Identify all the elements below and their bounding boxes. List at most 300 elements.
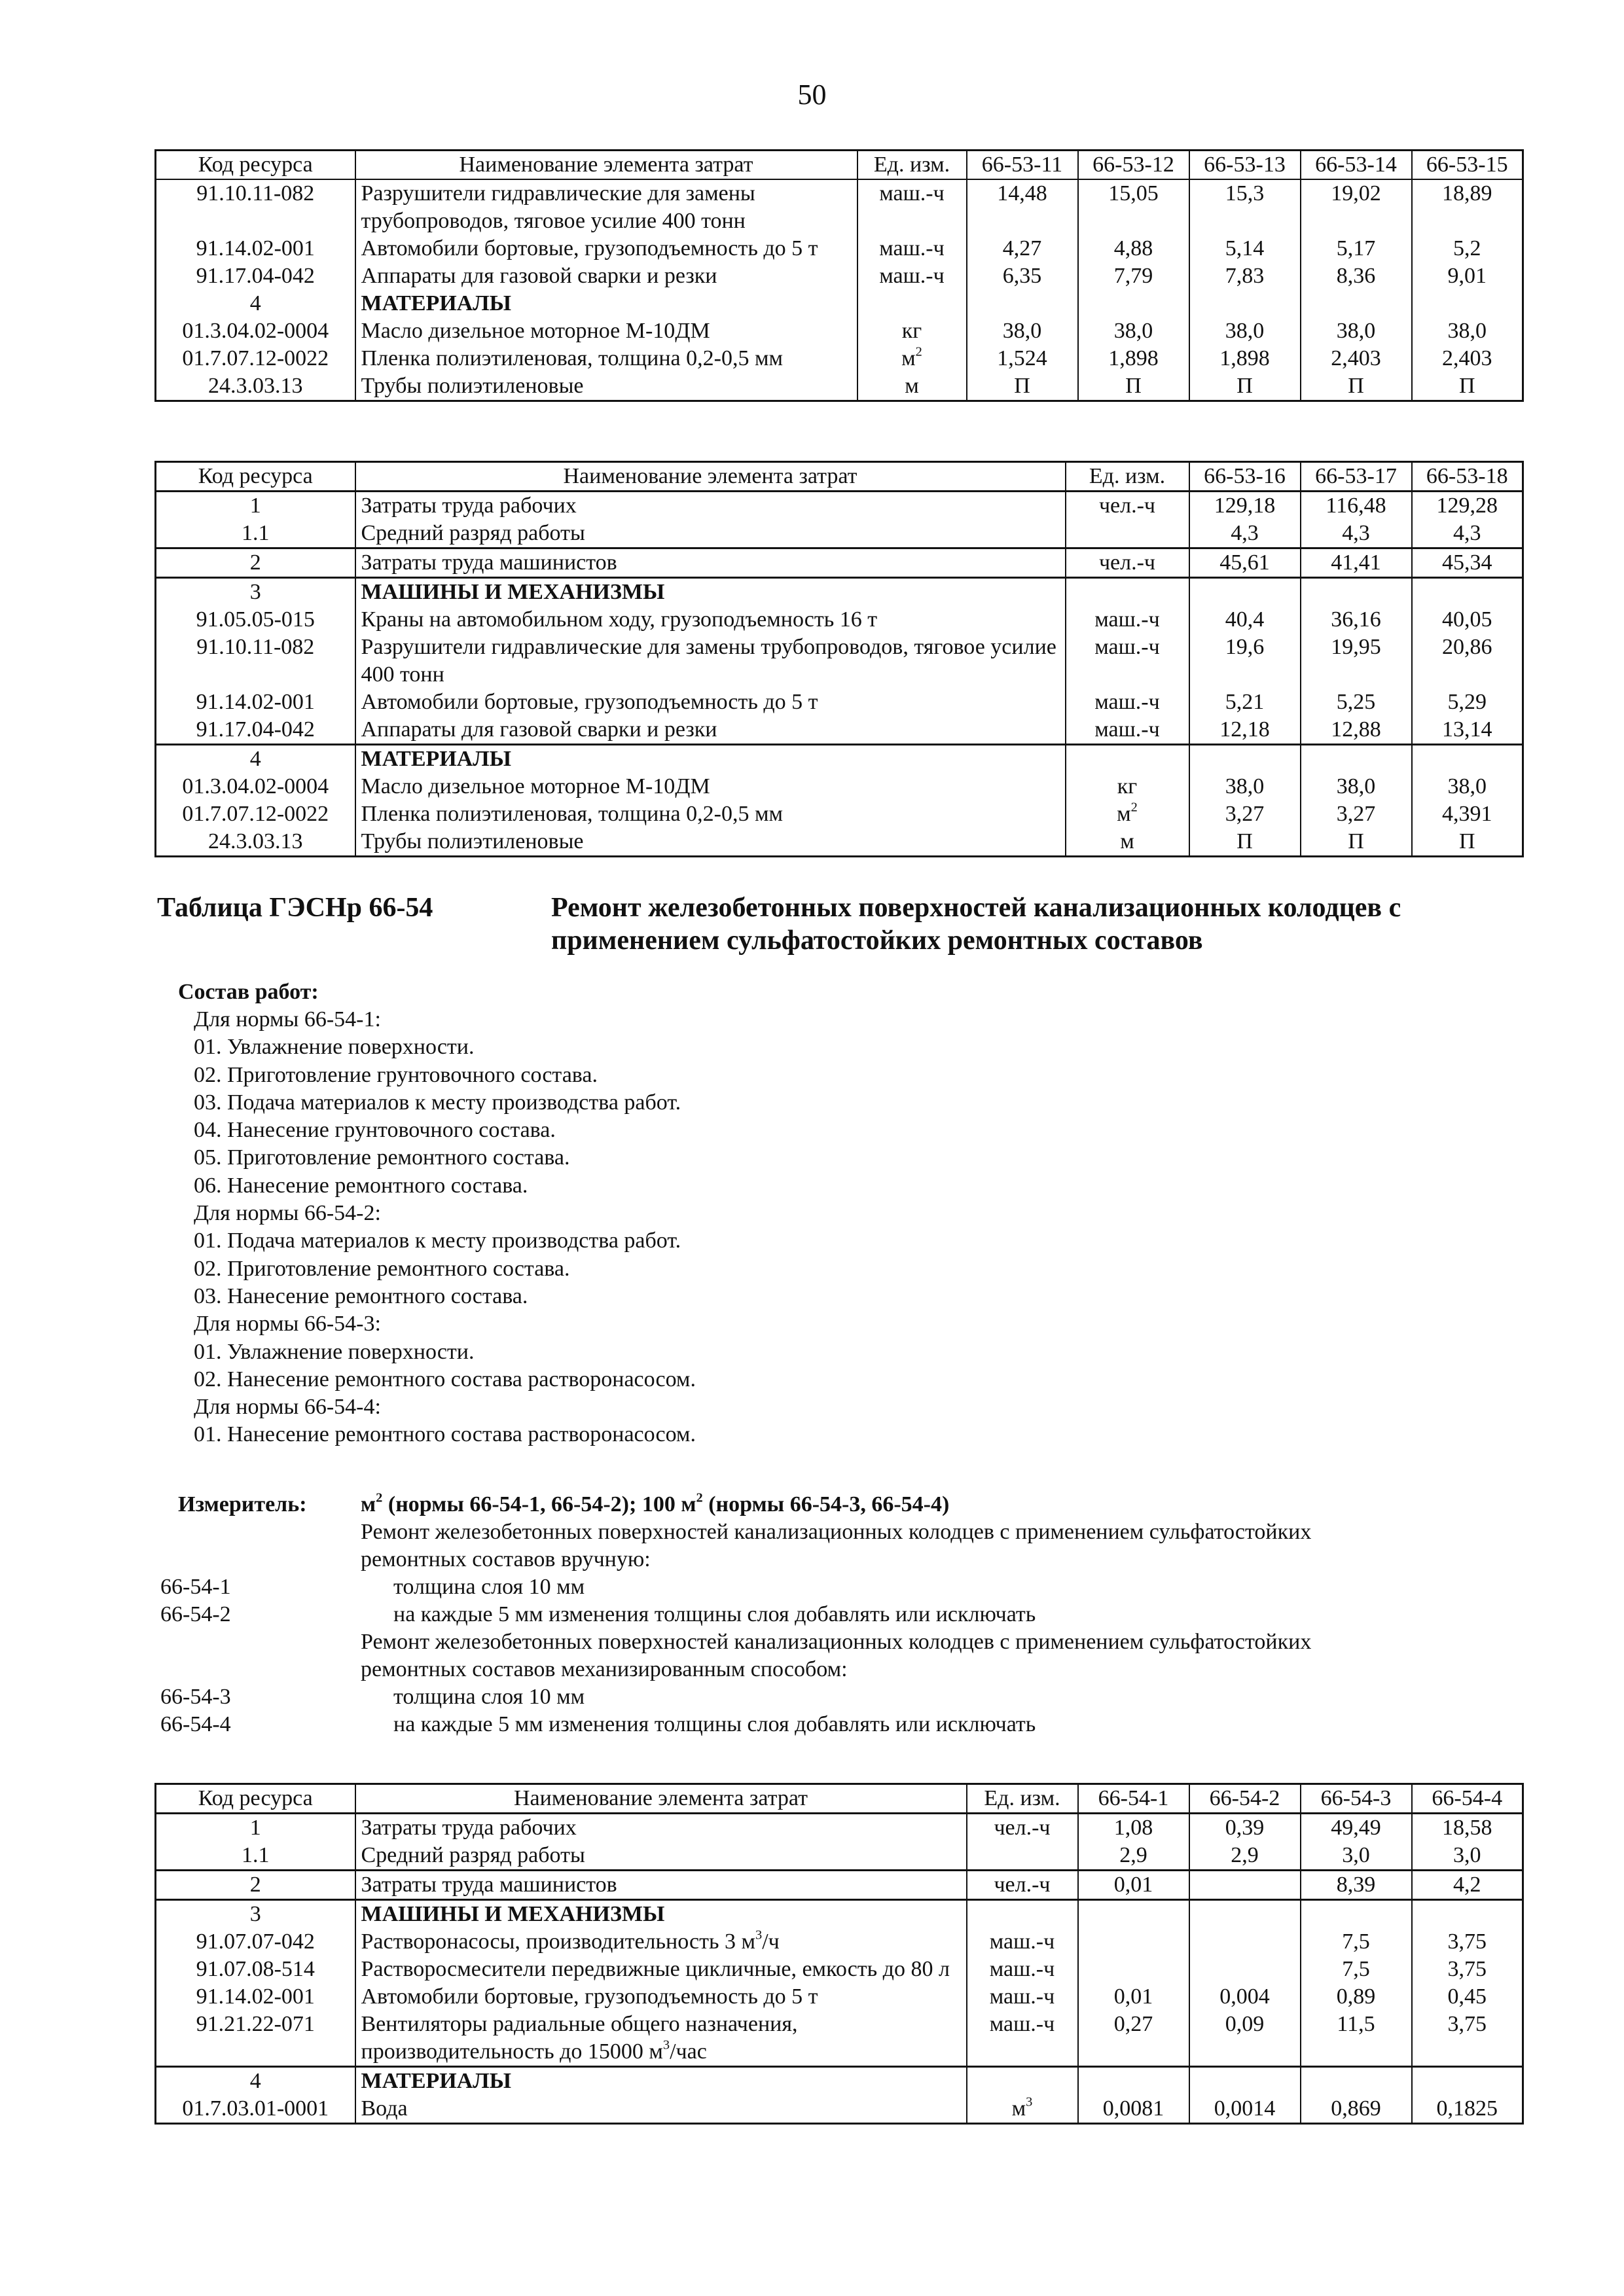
- resource-name: [355, 1814, 967, 1842]
- resource-name-tail: /ч: [762, 1929, 780, 1954]
- resource-code: 4: [156, 290, 355, 317]
- column-header: 66-53-15: [1412, 151, 1523, 180]
- unit-cell: [1066, 578, 1189, 607]
- unit-text: маш.-ч: [879, 181, 945, 206]
- resource-name: [355, 2067, 967, 2096]
- resource-name-text: Масло дизельное моторное М-10ДМ: [361, 319, 710, 343]
- resource-code: 1: [156, 492, 355, 520]
- superscript: 2: [915, 344, 922, 359]
- value-cell: [1189, 2067, 1301, 2096]
- work-step: 03. Нанесение ремонтного состава.: [194, 1283, 528, 1308]
- resource-name-text: МАШИНЫ И МЕХАНИЗМЫ: [361, 1902, 665, 1926]
- resource-code: 01.3.04.02-0004: [156, 773, 355, 800]
- unit-cell: [857, 235, 967, 262]
- value-cell: [1412, 2067, 1523, 2096]
- value-cell: 19,02: [1301, 179, 1412, 235]
- table-row: [156, 235, 1523, 262]
- measure-block: [0, 1518, 1624, 1738]
- value-cell: [1078, 2067, 1189, 2096]
- column-header: Код ресурса: [156, 462, 355, 492]
- value-cell: 18,58: [1412, 1814, 1523, 1842]
- resource-name-text: Разрушители гидравлические для замены трубопроводов, тяговое усилие 400 тонн: [361, 635, 1056, 687]
- value-cell: 3,0: [1412, 1842, 1523, 1871]
- resource-name: [355, 262, 857, 290]
- resource-name-text: Вода: [361, 2096, 408, 2121]
- value-cell: 2,9: [1189, 1842, 1301, 1871]
- value-cell: 38,0: [1301, 773, 1412, 800]
- resource-name-text: МАШИНЫ И МЕХАНИЗМЫ: [361, 580, 665, 604]
- value-cell: 129,28: [1412, 492, 1523, 520]
- resource-name-text: Растворосмесители передвижные цикличные, емкость до 80 л: [361, 1957, 950, 1981]
- resource-name-text: Затраты труда машинистов: [361, 550, 617, 575]
- unit-cell: [967, 1842, 1078, 1871]
- table-row: [156, 828, 1523, 857]
- norm-code: 66-54-4: [160, 1712, 231, 1736]
- table-row: [156, 345, 1523, 372]
- value-cell: 7,83: [1189, 262, 1301, 290]
- superscript: 3: [662, 2037, 670, 2053]
- value-cell: 0,0014: [1189, 2095, 1301, 2124]
- unit-cell: [1066, 745, 1189, 774]
- value-cell: [1412, 1900, 1523, 1929]
- value-cell: 49,49: [1301, 1814, 1412, 1842]
- resource-code: 2: [156, 548, 355, 578]
- value-cell: 1,08: [1078, 1814, 1189, 1842]
- unit-text: м: [901, 346, 916, 370]
- value-cell: 38,0: [1189, 773, 1301, 800]
- value-cell: 0,1825: [1412, 2095, 1523, 2124]
- resource-name: [355, 345, 857, 372]
- resource-code: 91.05.05-015: [156, 606, 355, 634]
- resource-name: [355, 2095, 967, 2124]
- value-cell: 15,3: [1189, 179, 1301, 235]
- value-cell: П: [1301, 828, 1412, 857]
- value-cell: 40,4: [1189, 606, 1301, 634]
- value-cell: 5,17: [1301, 235, 1412, 262]
- resource-name-text: Разрушители гидравлические для замены трубопроводов, тяговое усилие 400 тонн: [361, 181, 755, 233]
- resource-code: 91.07.07-042: [156, 1928, 355, 1956]
- composition-title: Состав работ:: [178, 980, 319, 1004]
- value-cell: [1301, 745, 1412, 774]
- table-row: [156, 1814, 1523, 1842]
- table-title-line-1: Ремонт железобетонных поверхностей канализационных колодцев с: [551, 893, 1401, 923]
- resource-name: [355, 773, 1066, 800]
- unit-text: маш.-ч: [879, 264, 945, 288]
- value-cell: П: [1078, 372, 1189, 401]
- section-row: [156, 578, 1523, 607]
- resource-name: [355, 520, 1066, 548]
- work-step: 02. Нанесение ремонтного состава растворонасосом.: [194, 1367, 696, 1391]
- resource-name: [355, 2011, 967, 2067]
- unit-text: м: [1120, 829, 1134, 853]
- value-cell: 6,35: [967, 262, 1078, 290]
- value-cell: 4,3: [1412, 520, 1523, 548]
- value-cell: 12,18: [1189, 716, 1301, 745]
- unit-text: чел.-ч: [1098, 493, 1156, 518]
- value-cell: 38,0: [967, 317, 1078, 345]
- resource-name: [355, 492, 1066, 520]
- value-cell: 38,0: [1301, 317, 1412, 345]
- unit-text: маш.-ч: [989, 2012, 1055, 2036]
- unit-cell: [967, 2095, 1078, 2124]
- section-row: [156, 745, 1523, 774]
- value-cell: 3,27: [1301, 800, 1412, 828]
- resource-name: [355, 634, 1066, 689]
- norm-code: 66-54-1: [160, 1575, 231, 1599]
- resource-name: [355, 317, 857, 345]
- work-step: 02. Приготовление грунтовочного состава.: [194, 1062, 598, 1087]
- value-cell: 38,0: [1412, 317, 1523, 345]
- value-cell: 129,18: [1189, 492, 1301, 520]
- resource-name: [355, 548, 1066, 578]
- value-cell: 7,5: [1301, 1956, 1412, 1983]
- value-cell: 0,89: [1301, 1983, 1412, 2011]
- work-step: 04. Нанесение грунтовочного состава.: [194, 1118, 556, 1143]
- resource-name-text: Аппараты для газовой сварки и резки: [361, 264, 717, 288]
- unit-cell: [857, 290, 967, 317]
- unit-text: чел.-ч: [994, 1873, 1051, 1897]
- section-row: [156, 2067, 1523, 2096]
- unit-text: кг: [1117, 774, 1138, 798]
- value-cell: 38,0: [1189, 317, 1301, 345]
- value-cell: 0,0081: [1078, 2095, 1189, 2124]
- unit-cell: [857, 372, 967, 401]
- value-cell: [1189, 1900, 1301, 1929]
- value-cell: 15,05: [1078, 179, 1189, 235]
- value-cell: 5,21: [1189, 689, 1301, 716]
- resource-name-text: Пленка полиэтиленовая, толщина 0,2-0,5 мм: [361, 802, 783, 826]
- norm-subheading: Для нормы 66-54-1:: [194, 1007, 381, 1031]
- unit-cell: [857, 262, 967, 290]
- measure-label: Измеритель:: [178, 1492, 307, 1516]
- value-cell: [1301, 1900, 1412, 1929]
- value-cell: 7,79: [1078, 262, 1189, 290]
- value-cell: 5,2: [1412, 235, 1523, 262]
- unit-cell: [1066, 828, 1189, 857]
- value-cell: [1301, 2067, 1412, 2096]
- resource-name-text: Автомобили бортовые, грузоподъемность до 5 т: [361, 690, 818, 714]
- superscript: 3: [1026, 2094, 1033, 2109]
- unit-cell: [967, 1871, 1078, 1900]
- resource-name: [355, 290, 857, 317]
- value-cell: 40,05: [1412, 606, 1523, 634]
- column-header: 66-54-2: [1189, 1784, 1301, 1814]
- resource-table-66-53-16-18: [154, 461, 1524, 857]
- resource-name-text: Аппараты для газовой сварки и резки: [361, 717, 717, 742]
- work-step: 03. Подача материалов к месту производства работ.: [194, 1090, 681, 1115]
- value-cell: 4,27: [967, 235, 1078, 262]
- measure-desc-mech-cont: ремонтных составов механизированным способом:: [361, 1657, 848, 1681]
- work-step: 01. Увлажнение поверхности.: [194, 1035, 475, 1060]
- column-header: 66-53-18: [1412, 462, 1523, 492]
- table-row: [156, 606, 1523, 634]
- unit-text: маш.-ч: [989, 1929, 1055, 1954]
- value-cell: [967, 290, 1078, 317]
- resource-code: 4: [156, 745, 355, 774]
- value-cell: 7,5: [1301, 1928, 1412, 1956]
- value-cell: 0,869: [1301, 2095, 1412, 2124]
- resource-name: [355, 1871, 967, 1900]
- value-cell: П: [967, 372, 1078, 401]
- page-number: 50: [797, 79, 827, 111]
- unit-cell: [967, 1900, 1078, 1929]
- norm-item: толщина слоя 10 мм: [393, 1575, 585, 1599]
- value-cell: [1412, 290, 1523, 317]
- value-cell: [1189, 290, 1301, 317]
- value-cell: 36,16: [1301, 606, 1412, 634]
- unit-text: чел.-ч: [994, 1816, 1051, 1840]
- resource-name: [355, 689, 1066, 716]
- resource-code: 91.10.11-082: [156, 179, 355, 235]
- work-step: 02. Приготовление ремонтного состава.: [194, 1256, 570, 1281]
- resource-name: [355, 179, 857, 235]
- value-cell: 19,6: [1189, 634, 1301, 689]
- resource-name: [355, 828, 1066, 857]
- value-cell: 11,5: [1301, 2011, 1412, 2067]
- value-cell: П: [1412, 828, 1523, 857]
- table-header-row: [156, 1784, 1523, 1814]
- resource-code: 2: [156, 1871, 355, 1900]
- resource-name-text: Масло дизельное моторное М-10ДМ: [361, 774, 710, 798]
- resource-name-text: МАТЕРИАЛЫ: [361, 2069, 511, 2093]
- table-row: [156, 372, 1523, 401]
- composition-list: [194, 1006, 696, 1449]
- resource-code: 3: [156, 1900, 355, 1929]
- unit-cell: [857, 345, 967, 372]
- column-header: 66-53-12: [1078, 151, 1189, 180]
- resource-name-text: Краны на автомобильном ходу, грузоподъемность 16 т: [361, 607, 878, 632]
- table-row: [156, 716, 1523, 745]
- value-cell: 0,01: [1078, 1983, 1189, 2011]
- value-cell: 3,75: [1412, 1928, 1523, 1956]
- unit-cell: [1066, 800, 1189, 828]
- value-cell: 2,403: [1412, 345, 1523, 372]
- value-cell: 116,48: [1301, 492, 1412, 520]
- value-cell: 4,2: [1412, 1871, 1523, 1900]
- measure-desc-manual-cont: ремонтных составов вручную:: [361, 1547, 651, 1571]
- norm-subheading: Для нормы 66-54-4:: [194, 1395, 381, 1420]
- value-cell: [1189, 745, 1301, 774]
- table-row: [156, 1956, 1523, 1983]
- value-cell: 14,48: [967, 179, 1078, 235]
- resource-code: 3: [156, 578, 355, 607]
- resource-name-text: Трубы полиэтиленовые: [361, 374, 584, 398]
- resource-name-text: Затраты труда рабочих: [361, 1816, 577, 1840]
- value-cell: 0,09: [1189, 2011, 1301, 2067]
- superscript: 3: [755, 1928, 763, 1943]
- table-row: [156, 2011, 1523, 2067]
- unit-text: м: [1011, 2096, 1026, 2121]
- value-cell: 5,14: [1189, 235, 1301, 262]
- resource-name-tail: /час: [670, 2039, 707, 2064]
- work-step: 05. Приготовление ремонтного состава.: [194, 1145, 570, 1170]
- resource-name: [355, 1928, 967, 1956]
- resource-name-text: МАТЕРИАЛЫ: [361, 747, 511, 771]
- resource-code: 24.3.03.13: [156, 372, 355, 401]
- column-header: 66-54-4: [1412, 1784, 1523, 1814]
- value-cell: 18,89: [1412, 179, 1523, 235]
- column-header: Ед. изм.: [857, 151, 967, 180]
- resource-name: [355, 1956, 967, 1983]
- value-cell: [1189, 1956, 1301, 1983]
- resource-code: 24.3.03.13: [156, 828, 355, 857]
- value-cell: 1,898: [1189, 345, 1301, 372]
- resource-code: 91.21.22-071: [156, 2011, 355, 2067]
- value-cell: 0,39: [1189, 1814, 1301, 1842]
- value-cell: [1189, 1871, 1301, 1900]
- value-cell: 3,75: [1412, 1956, 1523, 1983]
- unit-cell: [967, 2067, 1078, 2096]
- column-header: Код ресурса: [156, 1784, 355, 1814]
- value-cell: [1078, 1956, 1189, 1983]
- unit-text: маш.-ч: [1094, 607, 1160, 632]
- resource-code: 01.7.07.12-0022: [156, 800, 355, 828]
- resource-name-text: Автомобили бортовые, грузоподъемность до 5 т: [361, 1984, 818, 2009]
- value-cell: [1189, 578, 1301, 607]
- column-header: Ед. изм.: [1066, 462, 1189, 492]
- unit-cell: [857, 179, 967, 235]
- value-cell: 2,9: [1078, 1842, 1189, 1871]
- value-cell: [1078, 1900, 1189, 1929]
- resource-code: 1.1: [156, 1842, 355, 1871]
- value-cell: 0,45: [1412, 1983, 1523, 2011]
- value-cell: 3,75: [1412, 2011, 1523, 2067]
- resource-name: [355, 606, 1066, 634]
- value-cell: 1,524: [967, 345, 1078, 372]
- table-row: [156, 634, 1523, 689]
- column-header: Наименование элемента затрат: [355, 151, 857, 180]
- table-row: [156, 492, 1523, 520]
- value-cell: 1,898: [1078, 345, 1189, 372]
- resource-name-text: Средний разряд работы: [361, 1843, 585, 1867]
- value-cell: 2,403: [1301, 345, 1412, 372]
- resource-name-text: Вентиляторы радиальные общего назначения, производительность до 15000 м: [361, 2012, 798, 2064]
- column-header: Наименование элемента затрат: [355, 1784, 967, 1814]
- table-row: [156, 1928, 1523, 1956]
- resource-name: [355, 372, 857, 401]
- table-row: [156, 1871, 1523, 1900]
- value-cell: П: [1412, 372, 1523, 401]
- resource-name: [355, 1983, 967, 2011]
- unit-text: маш.-ч: [989, 1984, 1055, 2009]
- value-cell: 4,391: [1412, 800, 1523, 828]
- unit-text: маш.-ч: [1094, 690, 1160, 714]
- table-row: [156, 179, 1523, 235]
- resource-code: 01.7.07.12-0022: [156, 345, 355, 372]
- table-row: [156, 548, 1523, 578]
- value-cell: 5,29: [1412, 689, 1523, 716]
- value-cell: 4,3: [1301, 520, 1412, 548]
- value-cell: 5,25: [1301, 689, 1412, 716]
- value-cell: 0,004: [1189, 1983, 1301, 2011]
- value-cell: 3,0: [1301, 1842, 1412, 1871]
- unit-cell: [967, 2011, 1078, 2067]
- table-row: [156, 1983, 1523, 2011]
- value-cell: П: [1189, 828, 1301, 857]
- unit-cell: [857, 317, 967, 345]
- resource-code: 91.14.02-001: [156, 235, 355, 262]
- column-header: 66-54-1: [1078, 1784, 1189, 1814]
- column-header: 66-54-3: [1301, 1784, 1412, 1814]
- resource-name-text: Затраты труда рабочих: [361, 493, 577, 518]
- table-header-row: [156, 462, 1523, 492]
- norm-code: 66-54-3: [160, 1685, 231, 1709]
- unit-cell: [967, 1983, 1078, 2011]
- table-header-row: [156, 151, 1523, 180]
- value-cell: [1412, 578, 1523, 607]
- unit-cell: [967, 1956, 1078, 1983]
- value-cell: 8,39: [1301, 1871, 1412, 1900]
- unit-text: кг: [901, 319, 922, 343]
- resource-name-text: Автомобили бортовые, грузоподъемность до 5 т: [361, 236, 818, 260]
- unit-cell: [1066, 689, 1189, 716]
- unit-text: маш.-ч: [1094, 717, 1160, 742]
- column-header: 66-53-13: [1189, 151, 1301, 180]
- resource-name-text: Затраты труда машинистов: [361, 1873, 617, 1897]
- unit-text: маш.-ч: [879, 236, 945, 260]
- section-row: [156, 290, 1523, 317]
- resource-code: 91.14.02-001: [156, 689, 355, 716]
- value-cell: 45,61: [1189, 548, 1301, 578]
- column-header: 66-53-17: [1301, 462, 1412, 492]
- value-cell: 3,27: [1189, 800, 1301, 828]
- measure-desc-mech: Ремонт железобетонных поверхностей канализационных колодцев с применением сульфатостойких: [361, 1630, 1312, 1654]
- table-row: [156, 800, 1523, 828]
- value-cell: 8,36: [1301, 262, 1412, 290]
- column-header: Наименование элемента затрат: [355, 462, 1066, 492]
- unit-cell: [1066, 716, 1189, 745]
- resource-code: 01.3.04.02-0004: [156, 317, 355, 345]
- resource-name: [355, 745, 1066, 774]
- table-row: [156, 773, 1523, 800]
- norm-item: на каждые 5 мм изменения толщины слоя добавлять или исключать: [393, 1602, 1036, 1626]
- norm-code: 66-54-2: [160, 1602, 231, 1626]
- resource-table-66-54: [154, 1783, 1524, 2125]
- table-row: [156, 1842, 1523, 1871]
- value-cell: 0,01: [1078, 1871, 1189, 1900]
- value-cell: 20,86: [1412, 634, 1523, 689]
- unit-text: м: [1117, 802, 1131, 826]
- measure-desc-manual: Ремонт железобетонных поверхностей канализационных колодцев с применением сульфатостойких: [361, 1520, 1312, 1544]
- value-cell: [1301, 290, 1412, 317]
- table-row: [156, 520, 1523, 548]
- work-step: 01. Увлажнение поверхности.: [194, 1339, 475, 1364]
- value-cell: [1078, 1928, 1189, 1956]
- work-step: 01. Подача материалов к месту производства работ.: [194, 1229, 681, 1253]
- unit-cell: [1066, 520, 1189, 548]
- value-cell: 4,3: [1189, 520, 1301, 548]
- value-cell: 38,0: [1412, 773, 1523, 800]
- value-cell: 19,95: [1301, 634, 1412, 689]
- resource-code: 91.10.11-082: [156, 634, 355, 689]
- resource-name-text: Пленка полиэтиленовая, толщина 0,2-0,5 мм: [361, 346, 783, 370]
- unit-text: маш.-ч: [1094, 635, 1160, 659]
- resource-name-text: Растворонасосы, производительность 3 м: [361, 1929, 756, 1954]
- superscript: 2: [1130, 800, 1138, 815]
- resource-name-text: Средний разряд работы: [361, 521, 585, 545]
- resource-name: [355, 235, 857, 262]
- value-cell: 13,14: [1412, 716, 1523, 745]
- column-header: 66-53-14: [1301, 151, 1412, 180]
- resource-name: [355, 800, 1066, 828]
- table-row: [156, 262, 1523, 290]
- column-header: 66-53-11: [967, 151, 1078, 180]
- unit-text: маш.-ч: [989, 1957, 1055, 1981]
- resource-table-66-53-11-15: [154, 149, 1524, 402]
- column-header: Ед. изм.: [967, 1784, 1078, 1814]
- resource-name-text: Трубы полиэтиленовые: [361, 829, 584, 853]
- value-cell: 9,01: [1412, 262, 1523, 290]
